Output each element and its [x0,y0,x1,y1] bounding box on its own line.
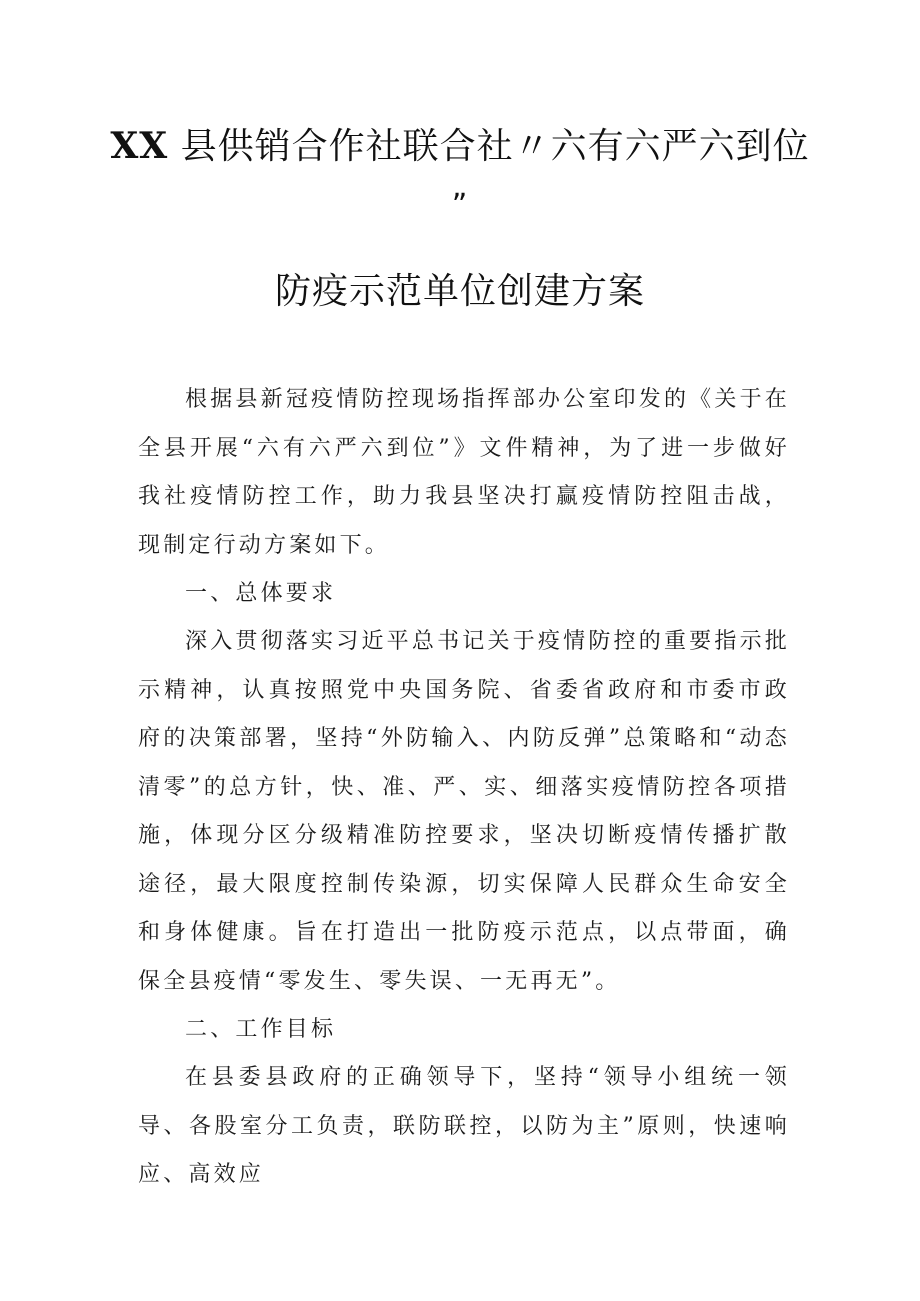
paragraph-general-requirements: 深入贯彻落实习近平总书记关于疫情防控的重要指示批示精神，认真按照党中央国务院、省委省政府和市委市政府的决策部署，坚持“外防输入、内防反弹”总策略和“动态清零”的总方针，快、准、严、实、细落实疫情防控各项措施，体现分区分级精准防控要求，坚决切断疫情传播扩散途径，最大限度控制传染源，切实保障人民群众生命安全和身体健康。旨在打造出一批防疫示范点，以点带面，确保全县疫情“零发生、零失误、一无再无”。 [138,629,790,994]
paragraph-work-goals: 在县委县政府的正确领导下，坚持“领导小组统一领导、各股室分工负责，联防联控，以防为主”原则，快速响应、高效应 [138,1065,790,1187]
document-title-line-3: 防疫示范单位创建方案 [274,271,645,312]
title-prefix: XX [110,125,169,167]
title-main-text: 县供销合作社联合社〃六有六严六到位 [168,126,810,167]
section-heading-general-requirements: 一、总体要求 [185,581,337,606]
document-title-line-2: ” [451,188,469,223]
document-title-line-1 [0,124,920,169]
paragraph-intro: 根据县新冠疫情防控现场指挥部办公室印发的《关于在全县开展“六有六严六到位”》文件精神，为了进一步做好我社疫情防控工作，助力我县坚决打赢疫情防控阻击战，现制定行动方案如下。 [138,387,790,558]
section-heading-work-goals: 二、工作目标 [185,1017,337,1042]
